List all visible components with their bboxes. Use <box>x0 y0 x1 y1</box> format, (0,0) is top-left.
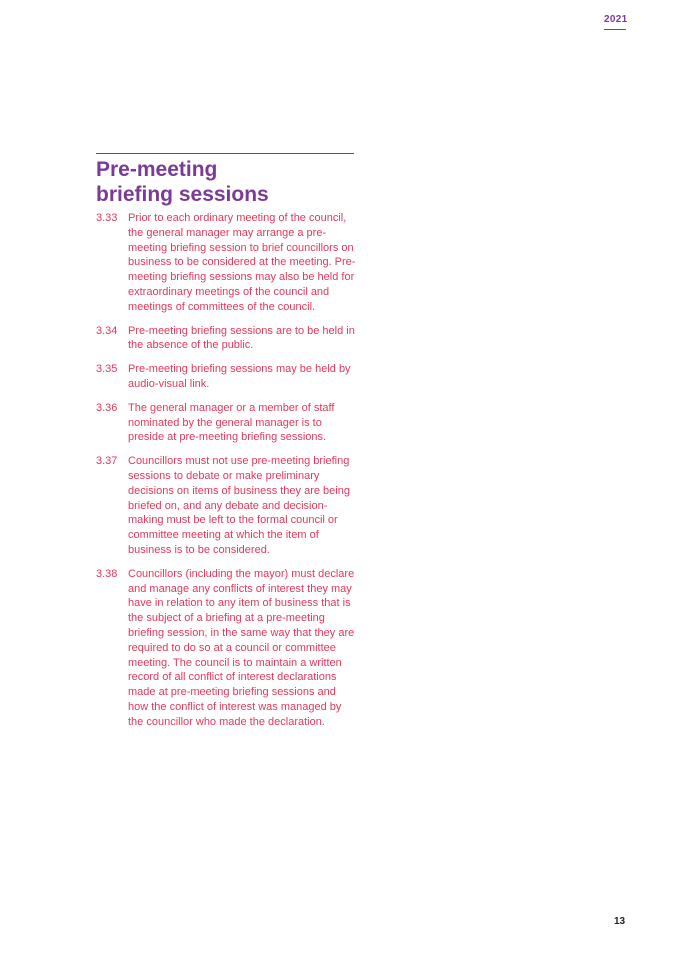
clause-text: Councillors (including the mayor) must declare and manage any conflicts of interest they may have in relation to any item of business that is the subject of a briefing at a pre-meeting briefing session, in the same way that they are required to do so at a council or committee meeting. The council is to maintain a written record of all conflict of interest declarations made at pre-meeting briefing sessions and how the conflict of interest was managed by the councillor who made the declaration. <box>128 567 355 728</box>
clause-3-38 <box>96 567 358 730</box>
section-title-line-2: briefing sessions <box>96 183 269 206</box>
section-title <box>96 157 366 207</box>
clause-number: 3.37 <box>96 455 118 468</box>
clause-text: Pre-meeting briefing sessions may be held by audio-visual link. <box>128 363 351 390</box>
clause-3-34 <box>96 324 358 354</box>
clause-text: The general manager or a member of staff nominated by the general manager is to preside at pre-meeting briefing sessions. <box>128 401 335 444</box>
clause-number: 3.33 <box>96 212 118 224</box>
page-year: 2021 <box>604 14 628 25</box>
clause-list <box>96 211 358 739</box>
clause-number: 3.35 <box>96 363 118 376</box>
clause-text: Prior to each ordinary meeting of the council, the general manager may arrange a pre-meeting briefing session to brief councillors on business to be considered at the meeting. Pre-meeting briefing sessions may also be held for extraordinary meetings of the council and meetings of committees of the council. <box>128 212 356 313</box>
clause-3-33 <box>96 211 358 315</box>
page-number: 13 <box>614 916 626 927</box>
section-divider <box>96 153 354 154</box>
section-title-line-1: Pre-meeting <box>96 158 218 181</box>
page-year-underline <box>604 29 626 30</box>
clause-text: Pre-meeting briefing sessions are to be held in the absence of the public. <box>128 324 355 352</box>
clause-number: 3.34 <box>96 324 118 337</box>
clause-number: 3.38 <box>96 567 118 580</box>
clause-number: 3.36 <box>96 401 118 414</box>
clause-3-35 <box>96 362 358 392</box>
clause-3-36 <box>96 401 358 445</box>
clause-3-37 <box>96 454 358 558</box>
clause-text: Councillors must not use pre-meeting briefing sessions to debate or make preliminary decisions on items of business they are being briefed on, and any debate and decision-making must be left to the formal council or committee meeting at which the item of business is to be considered. <box>128 455 350 556</box>
